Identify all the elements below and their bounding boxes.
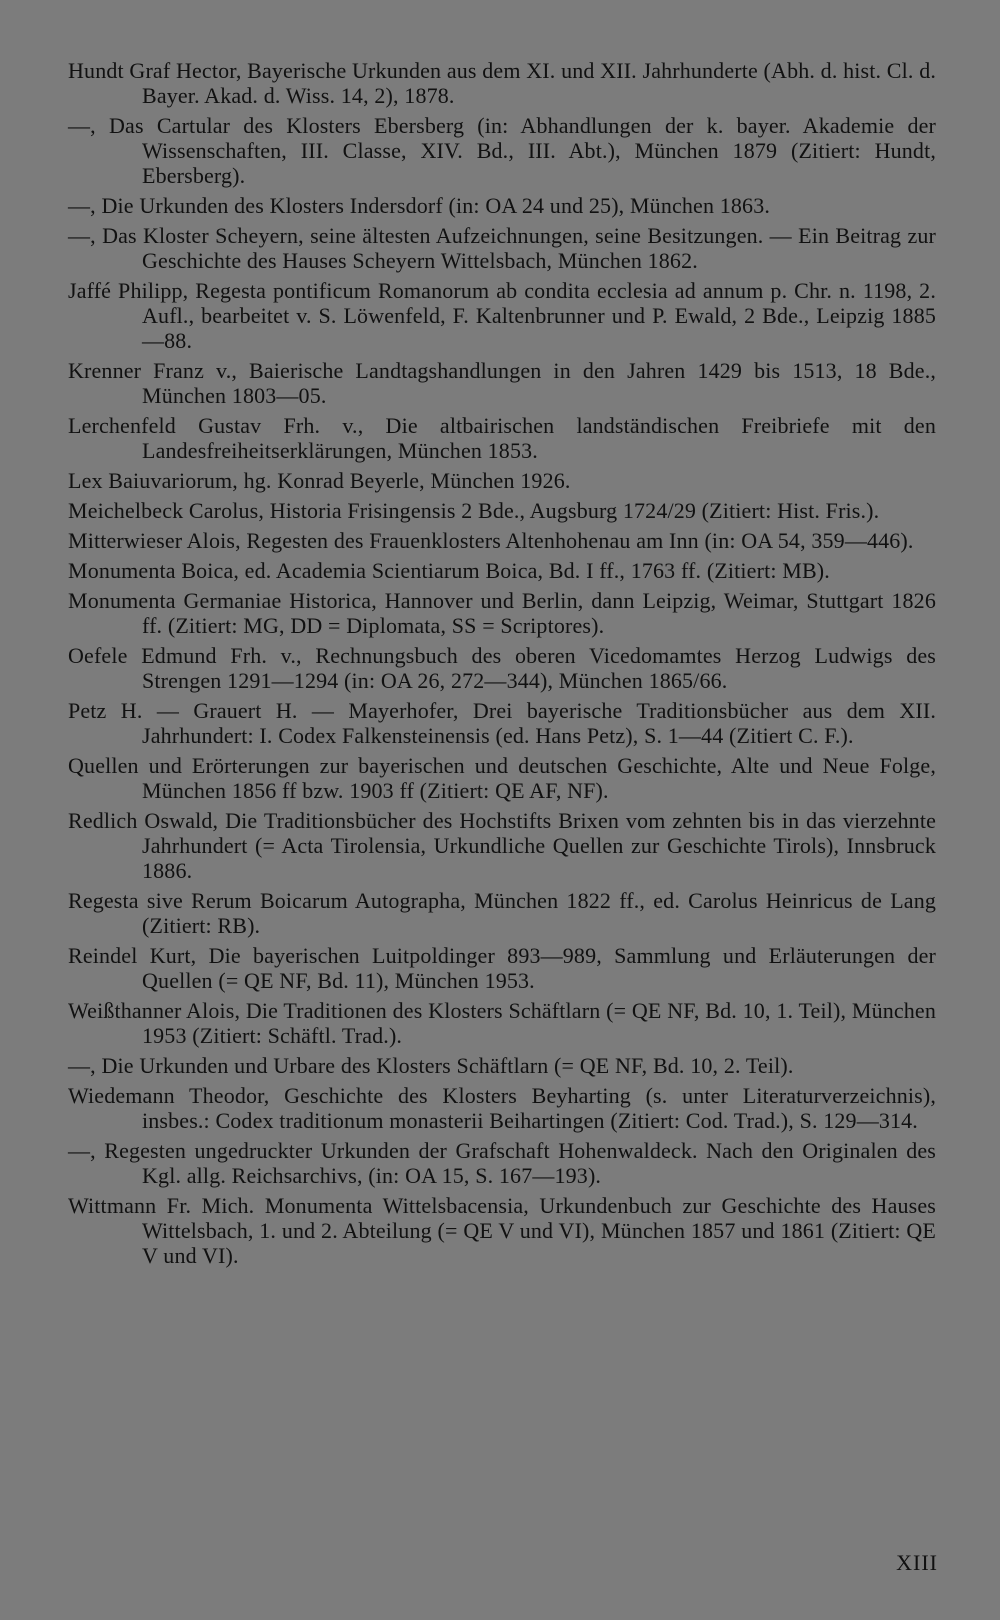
bibliography-entry: Regesta sive Rerum Boicarum Autographa, München 1822 ff., ed. Carolus Heinricus de Lang (Zitiert: RB).	[68, 888, 936, 938]
bibliography-entry: Mitterwieser Alois, Regesten des Frauenklosters Altenhohenau am Inn (in: OA 54, 359—446).	[68, 528, 914, 553]
bibliography-entry: Lerchenfeld Gustav Frh. v., Die altbairischen landständischen Freibriefe mit den Landesfreiheitserklärungen, München 1853.	[68, 413, 936, 463]
bibliography-entry: Oefele Edmund Frh. v., Rechnungsbuch des oberen Vicedomamtes Herzog Ludwigs des Strengen 1291—1294 (in: OA 26, 272—344), München 1865/66.	[68, 643, 936, 693]
bibliography-entry: Wittmann Fr. Mich. Monumenta Wittelsbacensia, Urkundenbuch zur Geschichte des Hauses Wittelsbach, 1. und 2. Abteilung (= QE V und VI), München 1857 und 1861 (Zitiert: QE V und VI).	[68, 1193, 936, 1268]
bibliography-entry: Krenner Franz v., Baierische Landtagshandlungen in den Jahren 1429 bis 1513, 18 Bde., München 1803—05.	[68, 358, 936, 408]
bibliography-entry: —, Die Urkunden und Urbare des Klosters Schäftlarn (= QE NF, Bd. 10, 2. Teil).	[68, 1053, 794, 1078]
bibliography-entry: Weißthanner Alois, Die Traditionen des Klosters Schäftlarn (= QE NF, Bd. 10, 1. Teil), München 1953 (Zitiert: Schäftl. Trad.).	[68, 998, 936, 1048]
bibliography-entry: Monumenta Germaniae Historica, Hannover und Berlin, dann Leipzig, Weimar, Stuttgart 1826 ff. (Zitiert: MG, DD = Diplomata, SS = Scriptores).	[68, 588, 936, 638]
bibliography-entry: Reindel Kurt, Die bayerischen Luitpoldinger 893—989, Sammlung und Erläuterungen der Quellen (= QE NF, Bd. 11), München 1953.	[68, 943, 936, 993]
bibliography-entry: —, Die Urkunden des Klosters Indersdorf (in: OA 24 und 25), München 1863.	[68, 193, 771, 218]
page-number: XIII	[896, 1550, 938, 1575]
bibliography-entry: —, Das Cartular des Klosters Ebersberg (in: Abhandlungen der k. bayer. Akademie der Wissenschaften, III. Classe, XIV. Bd., III. Abt.), München 1879 (Zitiert: Hundt, Ebersberg).	[68, 113, 936, 188]
bibliography-entry: Monumenta Boica, ed. Academia Scientiarum Boica, Bd. I ff., 1763 ff. (Zitiert: MB).	[68, 558, 830, 583]
bibliography-entry: Jaffé Philipp, Regesta pontificum Romanorum ab condita ecclesia ad annum p. Chr. n. 1198, 2. Aufl., bearbeitet v. S. Löwenfeld, F. Kaltenbrunner und P. Ewald, 2 Bde., Leipzig 1885—88.	[68, 278, 936, 353]
bibliography-entry: Petz H. — Grauert H. — Mayerhofer, Drei bayerische Traditionsbücher aus dem XII. Jahrhundert: I. Codex Falkensteinensis (ed. Hans Petz), S. 1—44 (Zitiert C. F.).	[68, 698, 936, 748]
bibliography-entry: Wiedemann Theodor, Geschichte des Klosters Beyharting (s. unter Literaturverzeichnis), insbes.: Codex traditionum monasterii Beihartingen (Zitiert: Cod. Trad.), S. 129—314.	[68, 1083, 936, 1133]
bibliography-entry: Quellen und Erörterungen zur bayerischen und deutschen Geschichte, Alte und Neue Folge, München 1856 ff bzw. 1903 ff (Zitiert: QE AF, NF).	[68, 753, 936, 803]
bibliography-list	[68, 58, 936, 1273]
bibliography-entry: Lex Baiuvariorum, hg. Konrad Beyerle, München 1926.	[68, 468, 571, 493]
bibliography-entry: Hundt Graf Hector, Bayerische Urkunden aus dem XI. und XII. Jahrhunderte (Abh. d. hist. Cl. d. Bayer. Akad. d. Wiss. 14, 2), 1878.	[68, 58, 936, 108]
bibliography-entry: Redlich Oswald, Die Traditionsbücher des Hochstifts Brixen vom zehnten bis in das vierzehnte Jahrhundert (= Acta Tirolensia, Urkundliche Quellen zur Geschichte Tirols), Innsbruck 1886.	[68, 808, 936, 883]
bibliography-entry: Meichelbeck Carolus, Historia Frisingensis 2 Bde., Augsburg 1724/29 (Zitiert: Hist. Fris.).	[68, 498, 880, 523]
bibliography-entry: —, Das Kloster Scheyern, seine ältesten Aufzeichnungen, seine Besitzungen. — Ein Beitrag zur Geschichte des Hauses Scheyern Wittelsbach, München 1862.	[68, 223, 936, 273]
bibliography-entry: —, Regesten ungedruckter Urkunden der Grafschaft Hohenwaldeck. Nach den Originalen des Kgl. allg. Reichsarchivs, (in: OA 15, S. 167—193).	[68, 1138, 936, 1188]
